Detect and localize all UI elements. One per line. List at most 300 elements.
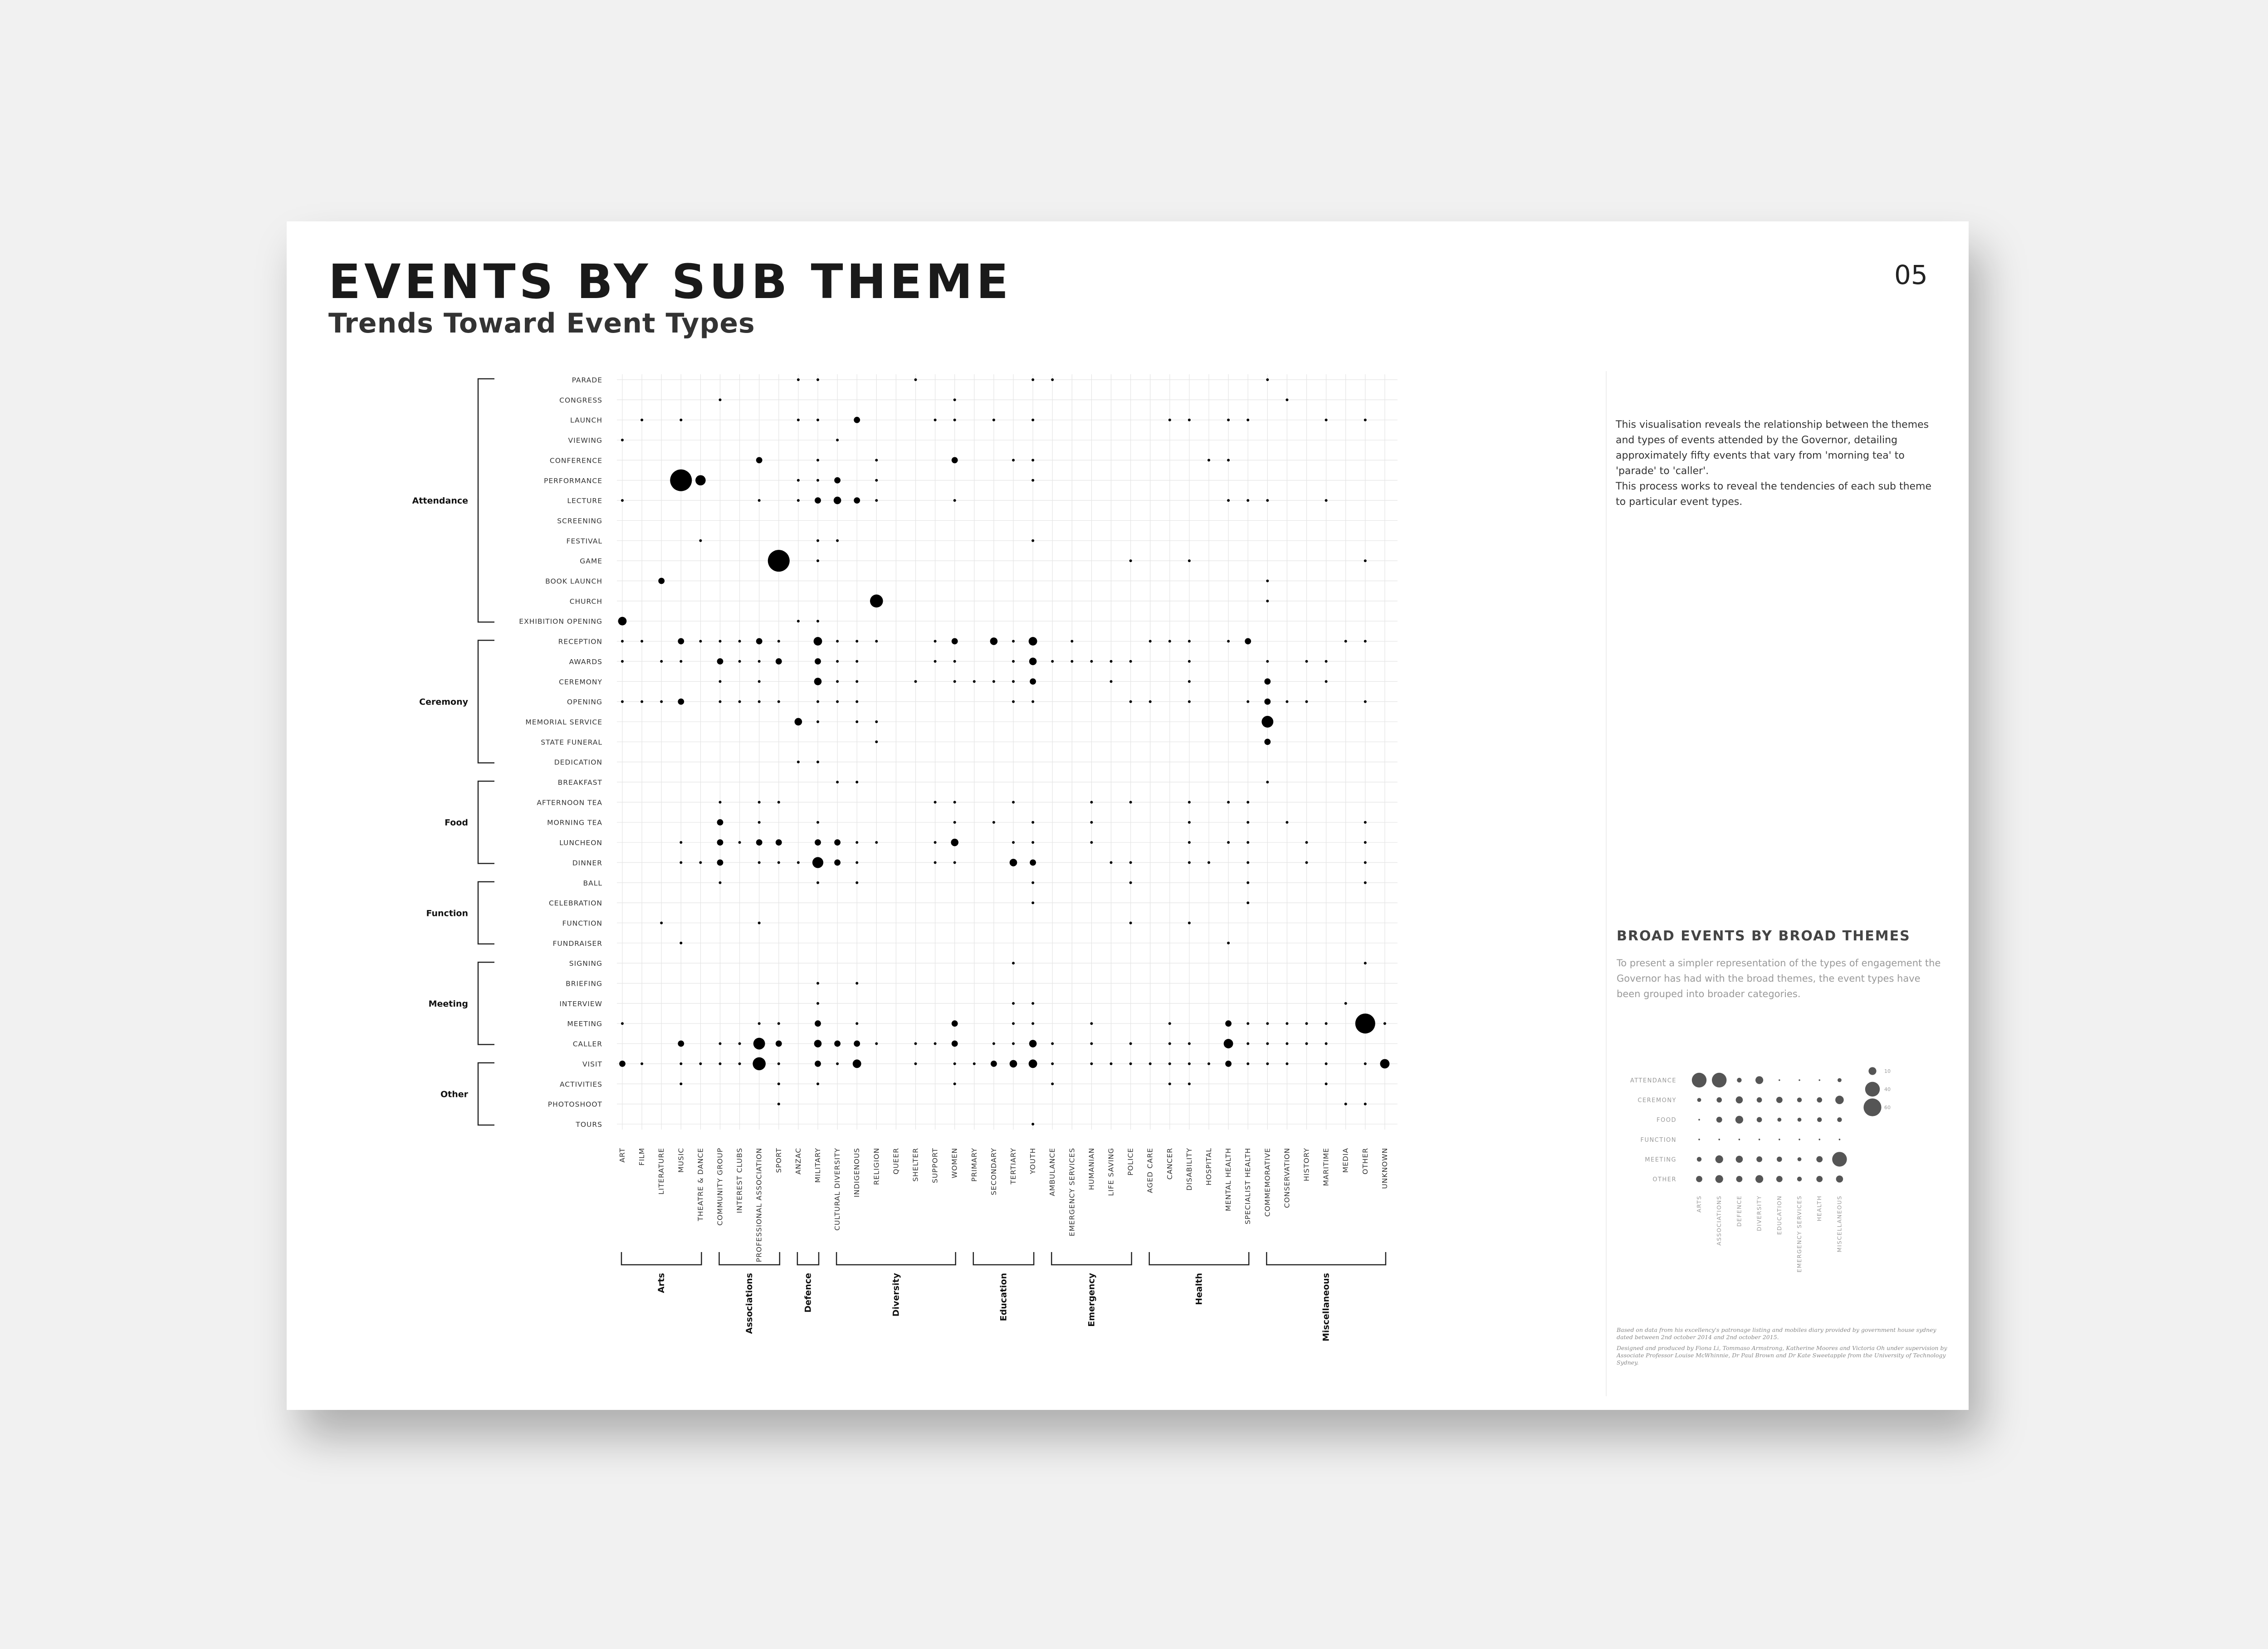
bubble-point	[1188, 861, 1191, 864]
bubble-point	[1031, 1002, 1034, 1005]
bubble-point	[816, 479, 819, 482]
bubble-point	[758, 499, 761, 502]
bubble-point	[1168, 1042, 1171, 1045]
broad-bubble-point	[1797, 1177, 1802, 1181]
bubble-point	[1207, 861, 1210, 864]
theme-group-label: Associations	[744, 1273, 755, 1334]
event-type-label: VISIT	[582, 1060, 602, 1068]
event-group-label: Function	[426, 908, 468, 919]
bubble-point	[1286, 700, 1288, 703]
bubble-point	[1168, 1082, 1171, 1085]
bubble-point	[719, 640, 722, 643]
event-type-label: PARADE	[572, 376, 602, 384]
bubble-point	[855, 680, 858, 683]
bubble-point	[1029, 658, 1037, 665]
event-type-label: INTERVIEW	[559, 999, 602, 1008]
bubble-point	[1012, 680, 1015, 683]
bubble-point	[738, 841, 741, 844]
bubble-point	[1051, 1082, 1054, 1085]
bubble-point	[1264, 739, 1271, 745]
bubble-point	[1129, 861, 1132, 864]
sub-theme-bubble-matrix	[287, 221, 1602, 1410]
broad-bubble-point	[1755, 1175, 1763, 1183]
sub-theme-label: CONSERVATION	[1283, 1147, 1291, 1208]
bubble-point	[1246, 861, 1249, 864]
bubble-point	[1264, 678, 1271, 685]
bubble-point	[758, 861, 761, 864]
bubble-point	[1012, 660, 1015, 663]
broad-bubble-point	[1692, 1073, 1706, 1087]
bubble-point	[1325, 1042, 1328, 1045]
event-type-label: CONFERENCE	[549, 456, 602, 465]
bubble-point	[1364, 1103, 1367, 1106]
broad-bubble-point	[1776, 1097, 1783, 1103]
bubble-point	[719, 1062, 722, 1065]
event-type-label: MEETING	[567, 1020, 602, 1028]
bubble-point	[1012, 459, 1015, 461]
bubble-point	[1225, 1020, 1232, 1027]
bubble-point	[1188, 1062, 1191, 1065]
bubble-point	[1225, 1061, 1232, 1067]
broad-bubble-marks	[1692, 1073, 1847, 1183]
bubble-point	[816, 881, 819, 884]
bubble-point	[1207, 1062, 1210, 1065]
group-bracket	[973, 1252, 1034, 1265]
bubble-point	[621, 700, 624, 703]
bubble-point	[992, 821, 995, 824]
bubble-point	[1129, 559, 1132, 562]
bubble-point	[699, 1062, 702, 1065]
broad-bubble-point	[1818, 1079, 1820, 1081]
event-type-label: PHOTOSHOOT	[547, 1100, 602, 1109]
bubble-point	[934, 419, 937, 421]
event-type-label: CALLER	[572, 1040, 602, 1048]
event-group-label: Other	[440, 1089, 468, 1100]
bubble-point	[854, 417, 860, 423]
bubble-point	[1227, 942, 1230, 944]
bubble-point	[1051, 378, 1054, 381]
broad-theme-label: ASSOCIATIONS	[1716, 1195, 1723, 1246]
bubble-point	[777, 1062, 780, 1065]
sub-theme-label: PRIMARY	[970, 1147, 978, 1182]
bubble-point	[1031, 539, 1034, 542]
sub-theme-label: DISABILITY	[1185, 1147, 1193, 1191]
bubble-point	[1110, 680, 1113, 683]
bubble-point	[1325, 1062, 1328, 1065]
bubble-point	[875, 740, 878, 743]
broad-bubble-point	[1838, 1078, 1842, 1082]
bubble-point	[719, 1042, 722, 1045]
bubble-point	[870, 595, 883, 608]
event-type-label: EXHIBITION OPENING	[519, 617, 602, 626]
sub-theme-label: LITERATURE	[657, 1147, 666, 1195]
legend-value: 60	[1884, 1105, 1891, 1111]
theme-group-label: Health	[1194, 1273, 1204, 1305]
sub-theme-label: COMMUNITY GROUP	[716, 1147, 724, 1226]
bubble-point	[834, 839, 841, 846]
broad-chart-title: BROAD EVENTS BY BROAD THEMES	[1617, 928, 1911, 944]
bubble-point	[1305, 1022, 1308, 1025]
broad-bubble-point	[1817, 1097, 1822, 1103]
bubble-point	[953, 499, 956, 502]
bubble-point	[1031, 419, 1034, 421]
broad-bubble-point	[1736, 1096, 1743, 1104]
broad-bubble-point	[1836, 1175, 1843, 1183]
bubble-point	[719, 801, 722, 803]
bubble-point	[875, 841, 878, 844]
bubble-point	[1188, 1042, 1191, 1045]
sub-theme-label: LIFE SAVING	[1107, 1147, 1115, 1196]
sub-theme-label: THEATRE & DANCE	[696, 1147, 705, 1221]
bubble-point	[1012, 700, 1015, 703]
description-paragraph: This visualisation reveals the relationship between the themes and types of events attended by the Governor, detailing approximately fifty events that vary from 'morning tea' to 'parade' to 'caller'.	[1616, 419, 1929, 477]
bubble-point	[1090, 1042, 1093, 1045]
bubble-point	[753, 1057, 766, 1071]
bubble-point	[679, 1062, 682, 1065]
bubble-point	[1246, 700, 1249, 703]
bubble-point	[816, 982, 819, 985]
bubble-point	[1344, 1103, 1347, 1106]
bubble-point	[914, 1042, 917, 1045]
broad-bubble-point	[1797, 1097, 1802, 1102]
poster-page	[287, 221, 1969, 1410]
bubble-point	[658, 578, 665, 584]
event-group-label: Food	[445, 817, 468, 828]
broad-bubble-point	[1718, 1139, 1720, 1140]
bubble-point	[795, 718, 802, 726]
bubble-point	[1188, 921, 1191, 924]
event-type-label: LUNCHEON	[559, 839, 602, 847]
bubble-point	[914, 680, 917, 683]
bubble-point	[1355, 1013, 1375, 1033]
bubble-point	[1188, 801, 1191, 803]
bubble-point	[756, 839, 763, 846]
bubble-point	[1261, 716, 1273, 728]
bubble-point	[717, 658, 723, 665]
bubble-point	[834, 860, 841, 866]
sub-theme-label: FILM	[638, 1147, 646, 1166]
event-type-label: STATE FUNERAL	[541, 738, 602, 747]
bubble-point	[679, 419, 682, 421]
broad-bubble-point	[1716, 1117, 1722, 1123]
bubble-point	[678, 638, 684, 645]
bubble-point	[621, 439, 624, 441]
broad-bubble-point	[1756, 1156, 1762, 1162]
sub-theme-label: SPECIALIST HEALTH	[1244, 1147, 1252, 1225]
event-type-label: SIGNING	[569, 959, 602, 968]
bubble-point	[699, 539, 702, 542]
sub-theme-label: MARITIME	[1322, 1147, 1330, 1186]
bubble-point	[1246, 901, 1249, 904]
bubble-point	[777, 1103, 780, 1106]
bubble-point	[1012, 640, 1015, 643]
broad-bubble-point	[1799, 1139, 1800, 1140]
bubble-point	[1188, 1082, 1191, 1085]
bubble-point	[1168, 640, 1171, 643]
broad-chart-description: To present a simpler representation of the types of engagement the Governor has had with the broad themes, the event types have been grouped into broader categories.	[1617, 958, 1941, 999]
bubble-point	[875, 499, 878, 502]
bubble-point	[854, 497, 860, 504]
bubble-point	[1188, 841, 1191, 844]
bubble-point	[758, 700, 761, 703]
event-type-label: ACTIVITIES	[559, 1080, 602, 1089]
bubble-point	[855, 982, 858, 985]
event-type-label: BALL	[583, 879, 602, 887]
event-type-label: MEMORIAL SERVICE	[525, 718, 602, 726]
bubble-point	[814, 1040, 822, 1047]
bubble-point	[836, 781, 839, 783]
bubble-point	[777, 1082, 780, 1085]
bubble-point	[834, 497, 841, 504]
bubble-point	[836, 439, 839, 441]
bubble-point	[1031, 700, 1034, 703]
bubble-point	[1012, 962, 1015, 964]
broad-bubble-point	[1779, 1079, 1780, 1081]
event-type-label: FESTIVAL	[566, 537, 602, 545]
bubble-point	[854, 1041, 860, 1047]
bubble-point	[1012, 1022, 1015, 1025]
bubble-point	[1266, 1022, 1269, 1025]
legend-value: 40	[1884, 1086, 1891, 1092]
bubble-point	[814, 637, 822, 646]
sub-theme-label: POLICE	[1126, 1147, 1135, 1176]
bubble-point	[777, 801, 780, 803]
theme-group-brackets	[621, 1252, 1386, 1341]
bubble-point	[914, 1062, 917, 1065]
bubble-point	[660, 660, 663, 663]
event-group-label: Meeting	[428, 998, 468, 1009]
broad-bubble-point	[1736, 1156, 1743, 1163]
bubble-point	[953, 821, 956, 824]
bubble-point	[953, 660, 956, 663]
data-source-note: Based on data from his excellency's patronage listing and mobiles diary provided by government house sydney dated between 2nd october 2014 and 2nd october 2015.	[1617, 1326, 1936, 1341]
bubble-point	[1364, 962, 1367, 964]
bubble-point	[1168, 1022, 1171, 1025]
bubble-point	[816, 559, 819, 562]
sub-theme-label: HISTORY	[1302, 1147, 1311, 1181]
broad-event-label: CEREMONY	[1637, 1097, 1677, 1104]
bubble-point	[1031, 1123, 1034, 1125]
bubble-point	[1149, 700, 1152, 703]
broad-bubble-point	[1757, 1097, 1762, 1103]
bubble-point	[621, 640, 624, 643]
bubble-point	[855, 1022, 858, 1025]
bubble-marks	[618, 378, 1390, 1125]
broad-theme-label: ARTS	[1696, 1195, 1702, 1213]
group-bracket	[478, 962, 494, 1044]
bubble-point	[717, 860, 723, 866]
sub-theme-label: TERTIARY	[1009, 1147, 1017, 1184]
broad-theme-label: EMERGENCY SERVICES	[1796, 1195, 1803, 1272]
bubble-point	[1286, 1022, 1288, 1025]
bubble-point	[855, 781, 858, 783]
sub-theme-label: MUSIC	[677, 1147, 685, 1173]
bubble-point	[1246, 881, 1249, 884]
bubble-point	[836, 660, 839, 663]
bubble-point	[1305, 861, 1308, 864]
theme-group-label: Emergency	[1086, 1273, 1097, 1327]
bubble-point	[1168, 1062, 1171, 1065]
bubble-point	[797, 620, 800, 622]
bubble-point	[1070, 660, 1073, 663]
bubble-point	[952, 1020, 958, 1027]
broad-bubble-point	[1698, 1119, 1700, 1121]
bubble-point	[816, 378, 819, 381]
sub-theme-label: HUMANIAN	[1087, 1147, 1096, 1190]
bubble-point	[758, 1022, 761, 1025]
event-type-label: OPENING	[567, 698, 602, 706]
group-bracket	[478, 781, 494, 863]
bubble-point	[815, 658, 821, 665]
bubble-point	[758, 660, 761, 663]
broad-bubble-point	[1698, 1139, 1700, 1140]
legend-bubble	[1865, 1082, 1880, 1096]
bubble-point	[1051, 1042, 1054, 1045]
broad-bubble-point	[1736, 1176, 1743, 1182]
bubble-point	[1010, 1060, 1017, 1068]
bubble-point	[719, 398, 722, 401]
theme-group-label: Arts	[656, 1273, 667, 1293]
bubble-point	[934, 841, 937, 844]
bubble-point	[758, 921, 761, 924]
bubble-point	[738, 1042, 741, 1045]
bubble-point	[1364, 881, 1367, 884]
credits	[1617, 1326, 1948, 1370]
broad-bubble-point	[1759, 1139, 1760, 1140]
bubble-point	[953, 398, 956, 401]
bubble-point	[812, 857, 823, 868]
group-bracket	[836, 1252, 956, 1265]
broad-bubble-point	[1816, 1176, 1823, 1182]
sub-theme-label: MILITARY	[814, 1147, 822, 1183]
bubble-point	[855, 841, 858, 844]
bubble-point	[990, 637, 998, 645]
bubble-point	[640, 1062, 643, 1065]
broad-bubble-point	[1716, 1097, 1722, 1103]
bubble-point	[1090, 801, 1093, 803]
bubble-point	[1051, 1062, 1054, 1065]
sub-theme-labels	[618, 1148, 1389, 1262]
event-type-label: SCREENING	[557, 517, 602, 525]
bubble-point	[719, 881, 722, 884]
bubble-point	[1305, 1042, 1308, 1045]
broad-bubble-point	[1799, 1079, 1800, 1081]
bubble-point	[953, 861, 956, 864]
bubble-point	[678, 1041, 684, 1047]
broad-bubble-point	[1757, 1117, 1762, 1122]
bubble-point	[816, 1082, 819, 1085]
bubble-point	[934, 801, 937, 803]
bubble-point	[679, 942, 682, 944]
bubble-point	[1188, 419, 1191, 421]
event-type-label: CELEBRATION	[548, 899, 602, 908]
event-type-label: DEDICATION	[554, 758, 602, 767]
bubble-point	[1051, 660, 1054, 663]
broad-bubble-point	[1839, 1139, 1841, 1140]
bubble-point	[679, 1082, 682, 1085]
bubble-point	[1325, 419, 1328, 421]
bubble-point	[855, 700, 858, 703]
sub-theme-label: SECONDARY	[989, 1147, 998, 1195]
bubble-point	[1227, 459, 1230, 461]
group-bracket	[478, 379, 494, 622]
sub-theme-label: RELIGION	[872, 1147, 881, 1185]
sub-theme-label: OTHER	[1361, 1147, 1369, 1174]
bubble-point	[1031, 881, 1034, 884]
broad-event-label: MEETING	[1645, 1156, 1677, 1164]
bubble-point	[776, 839, 782, 846]
event-type-label: TOURS	[576, 1120, 602, 1129]
event-type-label: CEREMONY	[559, 678, 602, 686]
bubble-point	[816, 720, 819, 723]
sub-theme-label: AMBULANCE	[1048, 1147, 1057, 1196]
description-paragraph: This process works to reveal the tendencies of each sub theme to particular event types.	[1616, 481, 1932, 508]
broad-bubble-point	[1777, 1157, 1782, 1162]
bubble-point	[855, 660, 858, 663]
bubble-point	[1031, 459, 1034, 461]
event-group-brackets	[412, 379, 494, 1125]
bubble-point	[992, 1042, 995, 1045]
bubble-point	[815, 1020, 821, 1027]
bubble-point	[875, 479, 878, 482]
broad-bubble-point	[1737, 1078, 1741, 1082]
bubble-point	[1090, 1062, 1093, 1065]
bubble-point	[1364, 861, 1367, 864]
broad-bubble-point	[1697, 1098, 1701, 1102]
bubble-point	[719, 680, 722, 683]
sub-theme-label: COMMEMORATIVE	[1263, 1147, 1272, 1217]
event-type-label: VIEWING	[568, 436, 602, 445]
bubble-point	[1090, 821, 1093, 824]
bubble-point	[853, 1060, 861, 1068]
bubble-point	[1129, 801, 1132, 803]
event-type-label: LECTURE	[567, 497, 602, 505]
event-type-label: CONGRESS	[559, 396, 602, 405]
bubble-point	[1129, 660, 1132, 663]
bubble-point	[678, 699, 684, 705]
bubble-point	[951, 839, 958, 847]
bubble-point	[1030, 678, 1036, 685]
bubble-point	[756, 457, 763, 464]
bubble-point	[1090, 841, 1093, 844]
bubble-point	[816, 821, 819, 824]
bubble-point	[953, 680, 956, 683]
bubble-point	[1029, 637, 1037, 646]
sub-theme-label: WOMEN	[950, 1147, 959, 1179]
bubble-point	[1188, 821, 1191, 824]
bubble-point	[1344, 640, 1347, 643]
bubble-point	[1266, 660, 1269, 663]
bubble-point	[1129, 1062, 1132, 1065]
broad-bubble-point	[1837, 1117, 1842, 1122]
bubble-point	[776, 1041, 782, 1047]
broad-theme-labels	[1696, 1195, 1843, 1272]
group-bracket	[1149, 1252, 1249, 1265]
event-type-label: LAUNCH	[570, 416, 602, 425]
sub-theme-label: PROFESSIONAL ASSOCIATION	[755, 1147, 763, 1262]
broad-bubble-point	[1716, 1155, 1723, 1163]
bubble-point	[1227, 419, 1230, 421]
bubble-point	[758, 821, 761, 824]
bubble-point	[1110, 861, 1113, 864]
group-bracket	[1266, 1252, 1386, 1265]
bubble-point	[777, 640, 780, 643]
bubble-point	[679, 841, 682, 844]
bubble-point	[738, 640, 741, 643]
sub-theme-label: EMERGENCY SERVICES	[1068, 1147, 1076, 1237]
broad-event-label: FOOD	[1657, 1117, 1677, 1124]
bubble-point	[1012, 801, 1015, 803]
